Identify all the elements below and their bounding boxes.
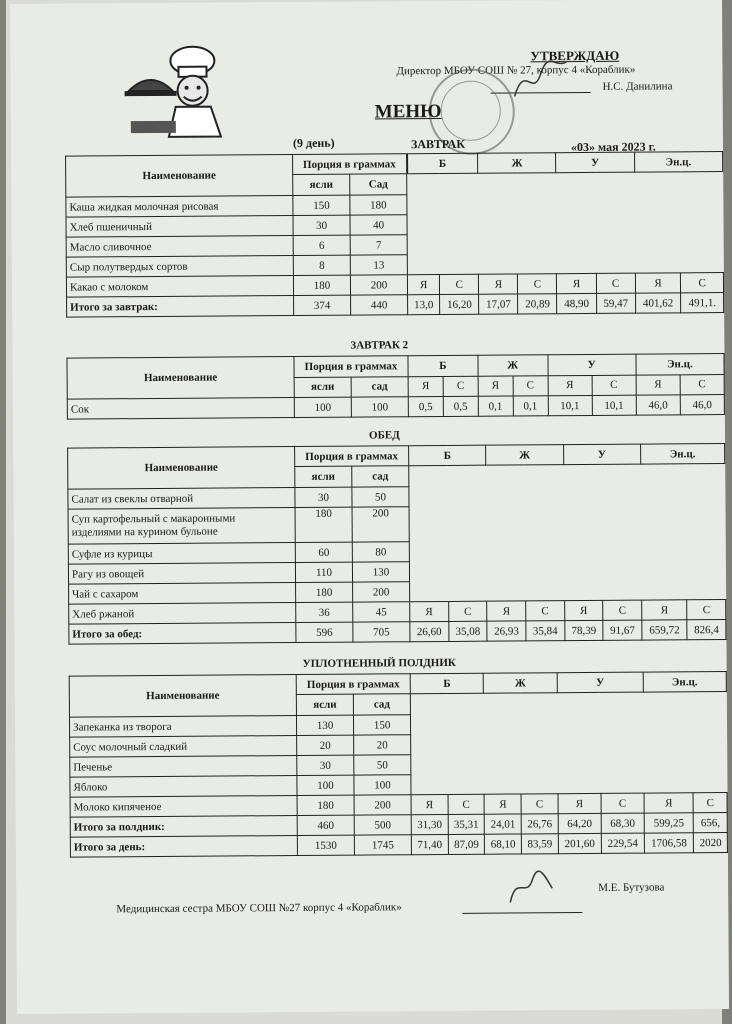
breakfast-table [65,151,724,318]
table-cell: Ж [478,355,548,376]
table-cell: 440 [351,295,408,315]
table-cell: 374 [294,295,351,315]
table-cell: 31,30 [411,814,448,834]
table-cell: Я [487,601,526,621]
meal-breakfast-title: ЗАВТРАК [410,136,466,152]
table-cell: 826,4 [687,620,726,640]
table-cell: С [680,374,724,395]
table-cell: 71,40 [411,834,448,854]
table-cell: 68,10 [485,834,522,854]
table-cell: 180 [296,582,353,602]
table-cell: С [443,376,478,397]
table-cell: Я [411,794,448,814]
col-b-header: Б [407,153,478,173]
nurse-label: Медицинская сестра МБОУ СОШ №27 корпус 4 «Кораблик» [116,901,402,916]
table-cell: 60 [295,542,352,562]
table-cell: 26,60 [410,621,449,641]
table-cell: Порция в граммах [295,446,409,467]
breakfast2-table [66,353,724,420]
table-cell: 8 [293,255,350,275]
table-cell: 100 [351,397,408,417]
table-cell: 30 [295,487,352,507]
table-cell: 2020 [694,833,728,853]
table-cell: Я [644,793,694,813]
nurse-signature-icon [506,868,556,908]
table-cell: Эн.ц. [641,444,725,465]
table-cell: С [687,600,726,620]
table-cell: Запеканка из творога [69,716,296,738]
table-cell: 100 [297,775,354,795]
director-name: Н.С. Данилина [602,80,673,93]
table-cell: 200 [354,795,411,815]
table-cell: Сыр полутвердых сортов [66,256,293,278]
table-cell: Ж [486,445,563,466]
table-cell: С [440,274,479,294]
table-cell: ясли [295,466,352,487]
table-cell: Масло сливочное [66,236,293,258]
table-cell: 1530 [297,835,354,855]
table-cell: 10,1 [592,395,636,415]
menu-title: МЕНЮ [374,100,442,123]
table-cell: Ж [484,673,558,694]
total-row [67,293,724,318]
table-cell: Я [478,375,513,396]
cell-text: изделиями на курином бульоне [71,525,218,539]
table-cell: 83,59 [521,834,558,854]
col-sad-header: Сад [350,174,407,195]
table-cell: Порция в граммах [294,356,408,377]
table-cell: 0,1 [478,396,513,416]
table-cell: 17,07 [479,294,518,314]
table-cell: Я [410,601,449,621]
table-cell [409,464,726,602]
table-cell: 200 [350,275,407,295]
table-cell: 91,67 [603,620,642,640]
table-cell: С [518,274,557,294]
table-cell: С [603,600,642,620]
table-cell: Порция в граммах [296,674,410,695]
table-cell: 80 [352,542,409,562]
table-cell: 35,08 [448,621,487,641]
table-cell: 1706,58 [644,833,694,853]
table-cell: Б [409,445,486,466]
table-cell: Сок [67,398,294,420]
table-cell: 460 [297,815,354,835]
table-cell: 656, [694,813,728,833]
table-cell: Я [642,600,687,620]
section-lunch-title: ОБЕД [368,429,400,442]
table-cell: 0,1 [513,396,548,416]
table-cell: Я [479,274,518,294]
table-cell: 20 [297,735,354,755]
table-cell: Я [548,375,592,396]
table-cell: Я [635,273,681,293]
table-cell: 64,20 [558,813,601,833]
table-cell: ясли [296,694,353,715]
table-cell: 130 [352,562,409,582]
snack-table [69,671,728,858]
table-cell: 491,1. [681,293,724,313]
table-cell: С [601,793,644,813]
table-cell: 150 [293,195,350,215]
table-cell: 596 [296,622,353,642]
table-cell: Наименование [69,675,296,718]
table-cell: Б [408,355,478,376]
table-cell: Я [636,374,680,395]
table-cell: 35,31 [448,814,485,834]
table-cell: У [563,444,640,465]
table-cell: С [448,794,485,814]
table-cell: Итого за завтрак: [67,296,294,318]
table-cell: Хлеб ржаной [69,603,296,625]
table-cell: 87,09 [448,834,485,854]
table-cell: 100 [354,775,411,795]
table-cell: 26,93 [487,621,526,641]
table-cell: 13,0 [408,295,440,315]
table-cell: 500 [354,815,411,835]
col-portion-header: Порция в граммах [293,154,407,175]
col-name-header: Наименование [66,155,293,198]
table-cell: Итого за день: [70,836,297,858]
table-cell: сад [351,376,408,397]
table-cell: 100 [294,397,351,417]
table-cell: С [693,793,727,813]
table-cell: Соус молочный сладкий [70,736,297,758]
table-cell: Я [484,794,521,814]
table-cell: 24,01 [485,814,522,834]
table-cell: ясли [294,377,351,398]
table-cell: 20 [354,735,411,755]
section-breakfast2-title: ЗАВТРАК 2 [350,339,409,352]
table-cell: 229,54 [601,833,644,853]
table-cell: Наименование [68,447,295,490]
nurse-name: М.Е. Бутузова [598,881,665,894]
table-cell: С [521,794,558,814]
table-cell: 599,25 [644,813,694,833]
col-yasli-header: ясли [293,174,350,195]
director-line: Директор МБОУ СОШ № 27, корпус 4 «Кораблик» [396,63,636,78]
table-cell: 0,5 [443,396,478,416]
table-cell: 705 [353,622,410,642]
col-en-header: Эн.ц. [634,152,723,173]
table-cell: сад [353,694,410,715]
chef-logo-icon [120,38,231,139]
table-cell: Каша жидкая молочная рисовая [66,196,293,218]
table-cell: 6 [293,235,350,255]
table-cell: С [681,273,724,293]
cell-text: Суп картофельный с макаронными [71,512,236,526]
table-cell: 200 [353,582,410,602]
table-cell: 659,72 [642,620,687,640]
table-cell: Я [558,793,601,813]
table-cell: 401,62 [635,293,681,313]
document-page [10,0,729,1014]
table-row [67,395,724,420]
table-cell: Яблоко [70,776,297,798]
table-cell: 48,90 [557,293,596,313]
table-cell: 46,0 [636,395,680,415]
table-cell: 36 [296,602,353,622]
date-label: «03» мая 2023 г. [570,139,656,155]
table-cell: 200 [352,507,409,542]
table-cell: С [513,375,548,396]
table-cell: 68,30 [601,813,644,833]
table-cell: Я [557,273,596,293]
table-cell: 46,0 [680,395,724,415]
table-cell: 35,84 [526,621,565,641]
table-cell: Итого за полдник: [70,816,297,838]
approve-label: УТВЕРЖДАЮ [530,47,620,64]
table-cell: 50 [354,755,411,775]
table-cell: 180 [293,275,350,295]
table-cell: Суфле из курицы [68,543,295,565]
table-cell: 180 [295,507,352,542]
table-cell: 180 [297,795,354,815]
col-zh-header: Ж [478,153,556,174]
table-cell: 7 [350,235,407,255]
table-cell: 45 [353,602,410,622]
table-cell: 1745 [354,835,411,855]
table-cell: Молоко кипяченое [70,796,297,818]
table-cell: Эн.ц. [643,672,726,693]
lunch-table [67,443,726,645]
table-cell: С [596,273,635,293]
section-snack-title: УПЛОТНЕННЫЙ ПОЛДНИК [302,656,456,670]
table-cell: С [592,375,636,396]
table-cell: 110 [295,562,352,582]
day-total-row [70,833,727,858]
table-cell: Салат из свеклы отварной [68,488,295,510]
table-cell: Я [408,376,443,397]
table-cell: 26,76 [521,814,558,834]
table-cell: С [448,601,487,621]
table-cell: Наименование [67,357,294,400]
table-cell [68,508,295,545]
table-cell: Печенье [70,756,297,778]
table-cell: 50 [352,487,409,507]
table-cell: У [557,672,643,693]
table-cell: Я [564,600,603,620]
table-cell: 201,60 [558,833,601,853]
table-cell: 0,5 [408,396,443,416]
table-cell: 40 [350,215,407,235]
table-cell: Какао с молоком [66,276,293,298]
table-cell: Б [410,673,484,694]
table-cell [410,692,727,795]
table-cell: 150 [353,715,410,735]
table-cell: 16,20 [440,294,479,314]
nurse-signature-line [462,912,582,914]
table-cell: 20,89 [518,294,557,314]
table-cell: 10,1 [548,395,592,415]
table-cell: сад [352,466,409,487]
table-cell: У [547,354,635,375]
director-signature-icon [510,58,570,103]
table-cell: Чай с сахаром [69,583,296,605]
table-cell: 78,39 [564,620,603,640]
total-row [69,620,726,645]
table-cell: Рагу из овощей [68,563,295,585]
table-cell: Хлеб пшеничный [66,216,293,238]
table-cell: 30 [297,755,354,775]
table-cell: 130 [296,715,353,735]
table-cell: 59,47 [596,293,635,313]
table-cell: Я [407,275,439,295]
table-cell: Эн.ц. [636,354,724,375]
col-u-header: У [556,152,634,173]
day-label: (9 день) [292,135,335,151]
table-cell: 180 [350,195,407,215]
table-cell: 13 [350,255,407,275]
table-cell: С [526,601,565,621]
table-cell: 30 [293,215,350,235]
blank-area [407,172,724,275]
table-cell: Итого за обед: [69,623,296,645]
